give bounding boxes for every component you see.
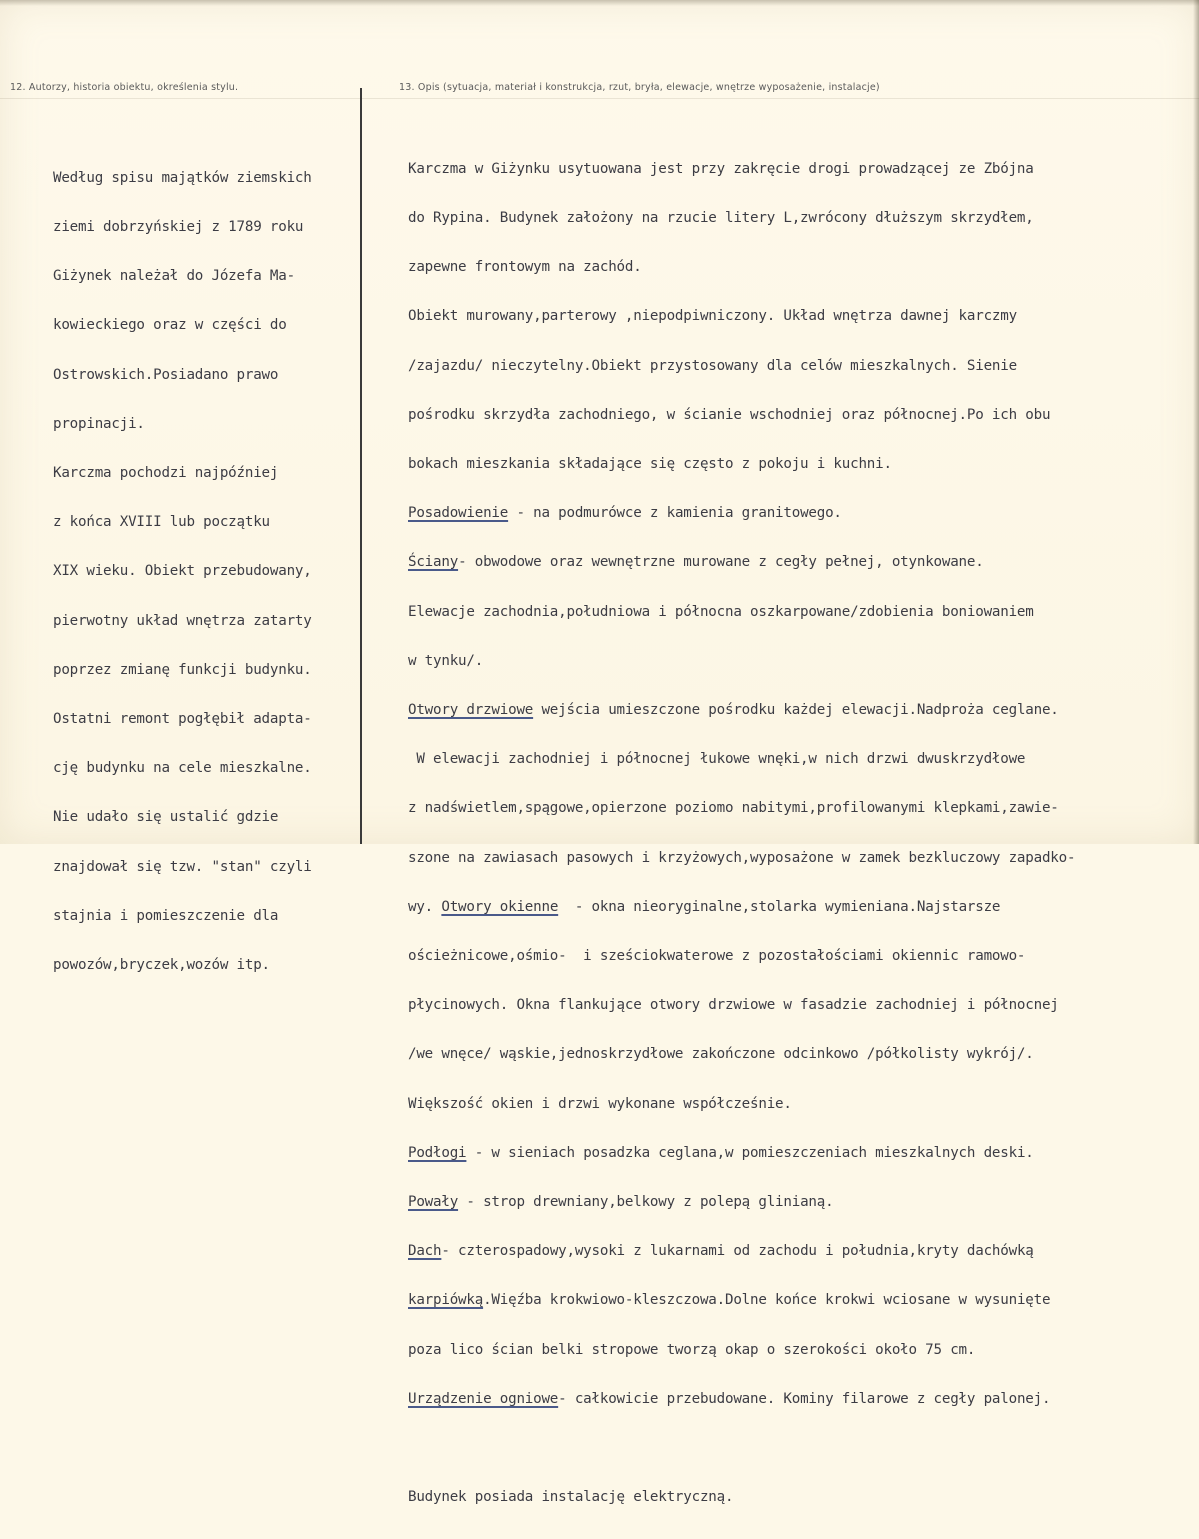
doors-text: wejścia umieszczone pośrodku każdej elewacji.Nadproża ceglane. [533, 702, 1059, 719]
description-line: płycinowych. Okna flankujące otwory drzwiowe w fasadzie zachodniej i północnej [408, 997, 1059, 1014]
history-line: Ostatni remont pogłębił adapta- [53, 711, 312, 728]
ceilings-line [408, 1194, 1075, 1210]
description-line: ościeżnicowe,ośmio- i sześciokwaterowe z pozostałościami okiennic ramowo- [408, 948, 1026, 965]
windows-text: - okna nieoryginalne,stolarka wymieniana.Najstarsze [558, 898, 1001, 915]
description-line: poza lico ścian belki stropowe tworzą okap o szerokości około 75 cm. [408, 1341, 976, 1358]
roof-heading: Dach [408, 1243, 442, 1260]
ceilings-heading: Powały [408, 1194, 459, 1211]
foundation-text: - na podmurówce z kamienia granitowego. [508, 505, 842, 522]
heating-text: - całkowicie przebudowane. Kominy filarowe z cegły palonej. [558, 1390, 1051, 1407]
history-text [53, 137, 312, 1006]
history-line: XIX wieku. Obiekt przebudowany, [53, 563, 312, 580]
description-line: /zajazdu/ nieczytelny.Obiekt przystosowany dla celów mieszkalnych. Sienie [408, 357, 1017, 374]
description-line: pośrodku skrzydła zachodniego, w ścianie wschodniej oraz północnej.Po ich obu [408, 406, 1051, 423]
history-line: Według spisu majątków ziemskich [53, 169, 312, 186]
roof-line [408, 1243, 1075, 1259]
walls-text: - obwodowe oraz wewnętrzne murowane z cegły pełnej, otynkowane. [458, 554, 984, 571]
history-line: ziemi dobrzyńskiej z 1789 roku [53, 219, 304, 236]
description-text [408, 128, 1075, 1539]
walls-heading: Ściany [408, 554, 459, 571]
history-line: Karczma pochodzi najpóźniej [53, 465, 279, 482]
description-line: do Rypina. Budynek założony na rzucie litery L,zwrócony dłuższym skrzydłem, [408, 210, 1034, 227]
description-line: w tynku/. [408, 652, 484, 669]
doors-heading: Otwory drzwiowe [408, 702, 534, 719]
history-line: stajnia i pomieszczenie dla [53, 907, 279, 924]
history-line: Ostrowskich.Posiadano prawo [53, 366, 279, 383]
description-line: Większość okien i drzwi wykonane współcześnie. [408, 1095, 792, 1112]
description-line: zapewne frontowym na zachód. [408, 259, 642, 276]
section-13-header: 13. Opis (sytuacja, materiał i konstrukcja, rzut, bryła, elewacje, wnętrze wyposażenie, instalacje) [399, 82, 880, 93]
roof-tiles-line [408, 1292, 1075, 1308]
windows-line [408, 899, 1075, 915]
heating-heading: Urządzenie ogniowe [408, 1390, 559, 1407]
description-line: /we wnęce/ wąskie,jednoskrzydłowe zakończone odcinkowo /półkolisty wykrój/. [408, 1046, 1034, 1063]
history-line: poprzez zmianę funkcji budynku. [53, 661, 312, 678]
column-divider [360, 88, 362, 844]
blank-line [408, 1440, 1075, 1456]
ceilings-text: - strop drewniany,belkowy z polepą glinianą. [458, 1194, 834, 1211]
description-line: Karczma w Giżynku usytuowana jest przy zakręcie drogi prowadzącej ze Zbójna [408, 160, 1034, 177]
description-line: W elewacji zachodniej i północnej łukowe wnęki,w nich drzwi dwuskrzydłowe [408, 751, 1026, 768]
roof-text: - czterospadowy,wysoki z lukarnami od zachodu i południa,kryty dachówką [441, 1243, 1034, 1260]
floors-heading: Podłogi [408, 1144, 467, 1161]
history-line: z końca XVIII lub początku [53, 514, 270, 531]
foundation-heading: Posadowienie [408, 505, 509, 522]
card-right-edge [1193, 0, 1199, 844]
header-rule [0, 98, 1199, 99]
walls-line [408, 554, 1075, 570]
floors-line [408, 1145, 1075, 1161]
roof-tiles-text: .Więźba krokwiowo-kleszczowa.Dolne końce krokwi wciosane w wysunięte [483, 1292, 1051, 1309]
doors-line [408, 702, 1075, 718]
floors-text: - w sieniach posadzka ceglana,w pomieszczeniach mieszkalnych deski. [466, 1144, 1034, 1161]
description-line: z nadświetlem,spągowe,opierzone poziomo nabitymi,profilowanymi klepkami,zawie- [408, 800, 1059, 817]
history-line: pierwotny układ wnętrza zatarty [53, 612, 312, 629]
electric-line: Budynek posiada instalację elektryczną. [408, 1489, 734, 1506]
history-line: propinacji. [53, 415, 145, 432]
history-line: znajdował się tzw. "stan" czyli [53, 858, 312, 875]
description-line: bokach mieszkania składające się często z pokoju i kuchni. [408, 456, 892, 473]
description-line: Obiekt murowany,parterowy ,niepodpiwniczony. Układ wnętrza dawnej karczmy [408, 308, 1017, 325]
windows-heading: Otwory okienne [441, 898, 559, 915]
card-top-edge [0, 0, 1199, 6]
description-line: szone na zawiasach pasowych i krzyżowych,wyposażone w zamek bezkluczowy zapadko- [408, 849, 1076, 866]
roof-tiles-heading: karpiówką [408, 1292, 484, 1309]
windows-prefix: wy. [408, 898, 442, 915]
history-line: Nie udało się ustalić gdzie [53, 809, 279, 826]
section-12-header: 12. Autorzy, historia obiektu, określenia stylu. [10, 82, 239, 93]
foundation-line [408, 505, 1075, 521]
heating-line [408, 1391, 1075, 1407]
description-line: Elewacje zachodnia,południowa i północna oszkarpowane/zdobienia boniowaniem [408, 603, 1034, 620]
history-line: kowieckiego oraz w części do [53, 317, 287, 334]
history-line: cję budynku na cele mieszkalne. [53, 760, 312, 777]
history-line: Giżynek należał do Józefa Ma- [53, 268, 295, 285]
history-line: powozów,bryczek,wozów itp. [53, 957, 270, 974]
